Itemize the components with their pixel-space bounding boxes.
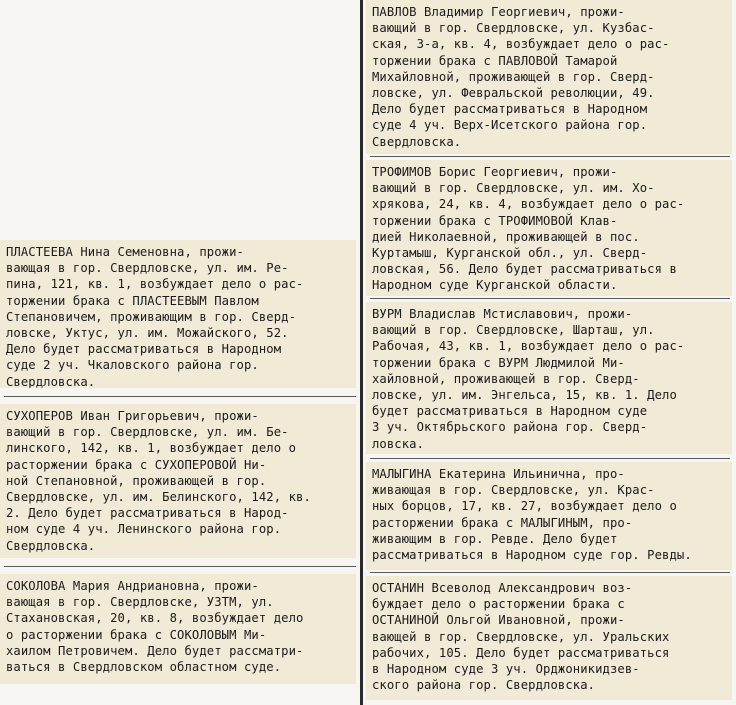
notice-text: ТРОФИМОВ Борис Георгиевич, прожи- вающий в гор. Свердловске, ул. им. Хо- хрякова, 24, кв. 4, возбуждает дело о рас- торжении брака с ТРОФИМОВОЙ Клав- дией Николаевной, проживающей в пос. Куртамыш, Курганской обл., ул. Сверд- ловская, 56. Дело будет рассматриваться в Народном суде Курганской области. bbox=[372, 165, 685, 293]
notice-pavlov bbox=[366, 0, 732, 154]
notice-ostanin bbox=[366, 576, 732, 700]
notice-text: ОСТАНИН Всеволод Александрович воз- буждает дело о расторжении брака с ОСТАНИНОЙ Ольгой Ивановной, прожи- вающей в гор. Свердловске, ул. Уральских рабочих, 105. Дело будет рассматриваться в Народном суде 3 уч. Орджоникидзев- ского района гор. Свердловска. bbox=[372, 581, 670, 693]
notice-text: СОКОЛОВА Мария Андриановна, прожи- вающая в гор. Свердловске, УЗТМ, ул. Стахановская, 20, кв. 8, возбуждает дело о расторжении брака с СОКОЛОВЫМ Ми- хаилом Петровичем. Дело будет рассматри- ваться в Свердловском областном суде. bbox=[6, 579, 304, 675]
notice-vurm bbox=[366, 302, 732, 454]
notice-text: ВУРМ Владислав Мстиславович, прожи- вающий в гор. Свердловске, Шарташ, ул. Рабочая, 43, кв. 1, возбуждает дело о рас- торжении брака с ВУРМ Людмилой Ми- хайловной, проживающей в гор. Сверд- ловске, ул. им. Энгельса, 15, кв. 1. Дело будет рассматриваться в Народном суде 3 уч. Октябрьского района гор. Сверд- ловска. bbox=[372, 307, 685, 451]
notice-sokolova bbox=[0, 574, 356, 684]
notice-separator bbox=[370, 458, 730, 459]
notice-text: ПАВЛОВ Владимир Георгиевич, прожи- вающий в гор. Свердловске, ул. Кузбас- ская, 3-а, кв. 4, возбуждает дело о рас- торжении брака с ПАВЛОВОЙ Тамарой Михайловной, проживающей в гор. Сверд- ловске, ул. Февральской революции, 49. Дело будет рассматриваться в Народном суде 4 уч. Верх-Исетского района гор. Свердловска. bbox=[372, 5, 670, 149]
notice-separator bbox=[4, 566, 356, 567]
notice-trofimov bbox=[366, 160, 732, 296]
notice-sukhoperov bbox=[0, 404, 356, 558]
notice-plasteeva bbox=[0, 240, 356, 388]
column-divider bbox=[360, 0, 363, 705]
notice-text: СУХОПЕРОВ Иван Григорьевич, прожи- вающий в гор. Свердловске, ул. им. Бе- линского, 142, кв. 1, возбуждает дело о расторжении брака с СУХОПЕРОВОЙ Ни- ной Степановной, проживающей в гор. Свердловске, ул. им. Белинского, 142, кв. 2. Дело будет рассматриваться в Народ- ном суде 4 уч. Ленинского района гор. Свердловска. bbox=[6, 409, 311, 553]
notice-separator bbox=[370, 298, 730, 299]
notice-text: ПЛАСТЕЕВА Нина Семеновна, прожи- вающая в гор. Свердловске, ул. им. Ре- пина, 121, кв. 1, возбуждает дело о рас- торжении брака с ПЛАСТЕЕВЫМ Павлом Степановичем, проживающим в гор. Сверд- ловске, Уктус, ул. им. Можайского, 52. Дело будет рассматриваться в Народном суде 2 уч. Чкаловского района гор. Свердловска. bbox=[6, 245, 304, 388]
notice-separator bbox=[370, 572, 730, 573]
notice-text: МАЛЫГИНА Екатерина Ильинична, про- живающая в гор. Свердловске, ул. Крас- ных борцов, 17, кв. 27, возбуждает дело о расторжении брака с МАЛЫГИНЫМ, про- живающим в гор. Ревде. Дело будет рассматриваться в Народном суде гор. Ревды. bbox=[372, 467, 692, 563]
notice-separator bbox=[370, 156, 730, 157]
notice-separator bbox=[4, 396, 356, 397]
notice-malygina bbox=[366, 462, 732, 570]
